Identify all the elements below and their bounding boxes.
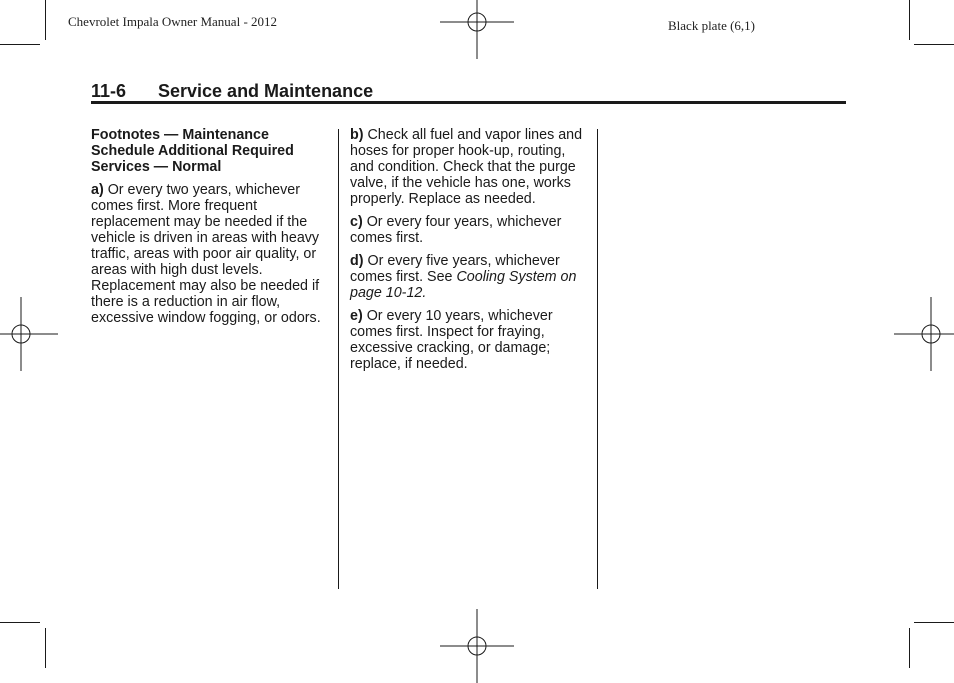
crop-mark <box>909 0 910 40</box>
footnote-c-label: c) <box>350 214 363 230</box>
footnote-b <box>350 127 590 207</box>
text-column-1 <box>91 127 329 333</box>
registration-mark-icon <box>894 297 954 371</box>
page-title <box>91 81 846 102</box>
footnote-e-label: e) <box>350 308 363 324</box>
column-divider <box>597 129 598 589</box>
manual-title: Chevrolet Impala Owner Manual - 2012 <box>68 14 278 29</box>
cooling-system-link[interactable]: Cooling System on page 10-12. <box>350 269 577 301</box>
footnotes-heading: Footnotes — Maintenance Schedule Additional Required Services — Normal <box>91 127 294 175</box>
title-rule <box>91 101 846 104</box>
footnote-a-text: Or every two years, whichever comes first. More frequent replacement may be needed if the vehicle is driven in areas with heavy traffic, areas with poor air quality, or areas with high dust levels. Replacement may also be needed if there is a reduction in air flow, excessive window fogging, or odors. <box>91 182 321 326</box>
crop-mark <box>45 0 46 40</box>
crop-mark <box>914 622 954 623</box>
section-number: 11-6 <box>91 81 127 101</box>
footnote-d-text: Or every five years, whichever comes first. See <box>350 253 560 285</box>
footnote-e <box>350 308 590 372</box>
footnote-c-text: Or every four years, whichever comes first. <box>350 214 562 246</box>
crop-mark <box>909 628 910 668</box>
column-divider <box>338 129 339 589</box>
footnote-c <box>350 214 590 246</box>
footnote-b-label: b) <box>350 127 364 143</box>
crop-mark <box>0 622 40 623</box>
section-title: Service and Maintenance <box>158 81 374 101</box>
registration-mark-icon <box>0 297 58 371</box>
footnote-b-text: Check all fuel and vapor lines and hoses for proper hook-up, routing, and condition. Check that the purge valve, if the vehicle has one, works properly. Replace as needed. <box>350 127 583 207</box>
text-column-2 <box>350 127 590 379</box>
footnote-a-label: a) <box>91 182 104 198</box>
footnote-d-label: d) <box>350 253 364 269</box>
footnote-d <box>350 253 590 301</box>
crop-mark <box>914 44 954 45</box>
crop-mark <box>0 44 40 45</box>
plate-label: Black plate (6,1) <box>668 18 755 33</box>
footnote-e-text: Or every 10 years, whichever comes first. Inspect for fraying, excessive cracking, or damage; replace, if needed. <box>350 308 553 372</box>
crop-mark <box>45 628 46 668</box>
registration-mark-icon <box>440 0 514 59</box>
footnote-a <box>91 182 329 326</box>
registration-mark-icon <box>440 609 514 683</box>
